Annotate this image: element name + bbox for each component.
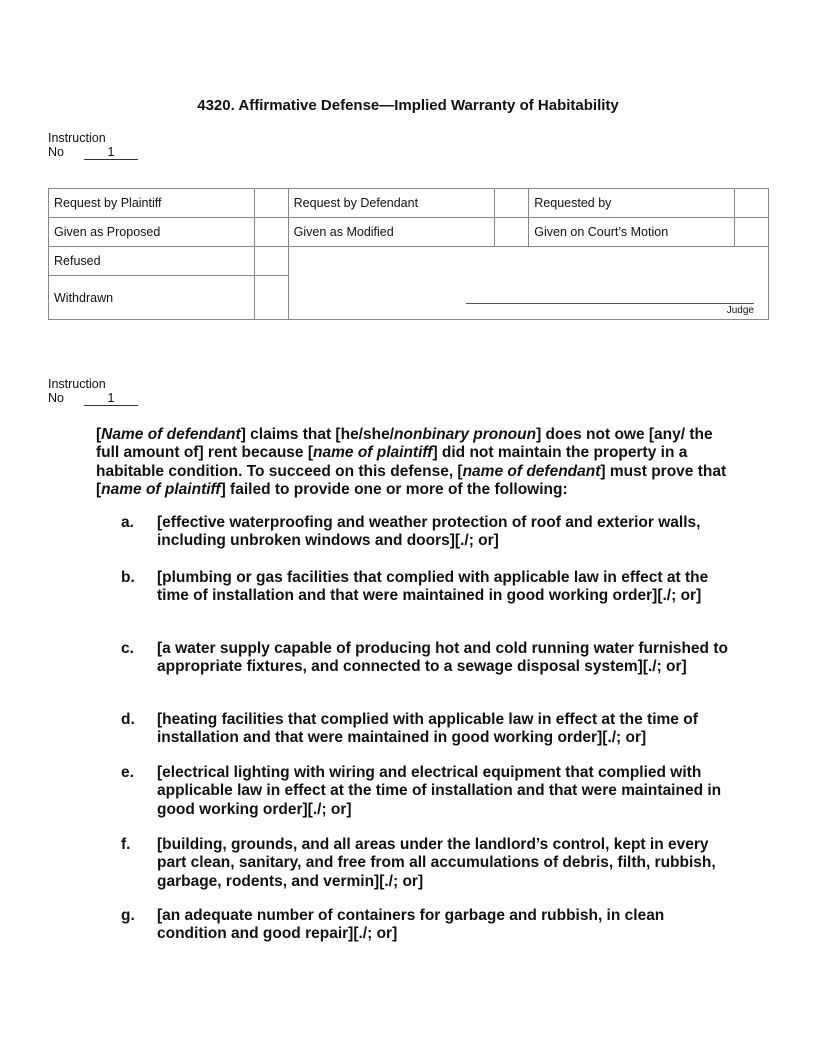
requested-by-label: Requested by (529, 189, 735, 218)
judge-label: Judge (726, 305, 754, 316)
request-by-plaintiff-label: Request by Plaintiff (49, 189, 255, 218)
requested-by-checkbox[interactable] (735, 189, 769, 218)
refused-label: Refused (49, 247, 255, 276)
placeholder-text: name of plaintiff (101, 480, 221, 498)
judge-signature-line[interactable] (466, 303, 754, 316)
placeholder-text: name of defendant (462, 462, 601, 480)
request-by-plaintiff-checkbox[interactable] (254, 189, 288, 218)
withdrawn-label: Withdrawn (49, 276, 255, 320)
instruction-label: Instruction (48, 131, 106, 145)
disposition-table (48, 188, 769, 320)
no-label: No (48, 391, 64, 405)
refused-checkbox[interactable] (254, 247, 288, 276)
item-text: [a water supply capable of producing hot and cold running water furnished to appropriate fixtures, and connected to a sewage disposal system][./; or] (157, 640, 728, 676)
placeholder-text: Name of defendant (101, 426, 241, 443)
instruction-label: Instruction (48, 377, 106, 391)
intro-text: ] does not owe [any/ the full amount of] rent because [ (96, 426, 713, 462)
instruction-number: 1 (84, 146, 138, 160)
item-letter: d. (121, 711, 135, 728)
item-text: [heating facilities that complied with applicable law in effect at the time of installation and that were maintained in good working order][./; or] (157, 711, 698, 747)
request-by-defendant-checkbox[interactable] (495, 189, 529, 218)
withdrawn-checkbox[interactable] (254, 276, 288, 320)
instruction-number-bottom (48, 377, 138, 406)
instruction-number: 1 (84, 392, 138, 406)
item-text: [an adequate number of containers for garbage and rubbish, in clean condition and good repair][./; or] (157, 907, 665, 943)
request-by-defendant-label: Request by Defendant (288, 189, 495, 218)
given-on-courts-motion-checkbox[interactable] (735, 218, 769, 247)
given-on-courts-motion-label: Given on Court’s Motion (529, 218, 735, 247)
item-letter: a. (121, 514, 134, 531)
intro-text: ] claims that [he/she/ (240, 426, 395, 443)
document-title: 4320. Affirmative Defense—Implied Warranty of Habitability (197, 97, 619, 114)
item-text: [building, grounds, and all areas under the landlord’s control, kept in every part clean, sanitary, and free from all accumulations of debris, filth, rubbish, garbage, rodents, and vermin][./; or] (157, 836, 716, 890)
item-text: [plumbing or gas facilities that complied with applicable law in effect at the time of installation and that were maintained in good working order][./; or] (157, 569, 709, 605)
placeholder-text: name of plaintiff (313, 444, 433, 462)
intro-text: ] must prove that [ (96, 462, 727, 498)
given-as-modified-label: Given as Modified (288, 218, 495, 247)
given-as-proposed-label: Given as Proposed (49, 218, 255, 247)
given-as-proposed-checkbox[interactable] (254, 218, 288, 247)
item-letter: e. (121, 764, 134, 781)
item-text: [electrical lighting with wiring and electrical equipment that complied with applicable law in effect at the time of installation and that were maintained in good working order][./; or] (157, 764, 722, 818)
instruction-number-top (48, 131, 138, 160)
intro-paragraph (96, 426, 730, 499)
item-text: [effective waterproofing and weather protection of roof and exterior walls, including unbroken windows and doors][./; or] (157, 514, 701, 550)
judge-signature-area (288, 247, 768, 320)
item-letter: f. (121, 836, 131, 853)
intro-text: ] did not maintain the property in a habitable condition. To succeed on this defense, [ (96, 444, 688, 480)
intro-text: ] failed to provide one or more of the following: (220, 480, 568, 498)
item-letter: b. (121, 569, 135, 586)
placeholder-text: nonbinary pronoun (394, 426, 537, 443)
item-letter: g. (121, 907, 135, 924)
item-letter: c. (121, 640, 134, 657)
no-label: No (48, 145, 64, 159)
given-as-modified-checkbox[interactable] (495, 218, 529, 247)
intro-text: [ (96, 426, 102, 443)
